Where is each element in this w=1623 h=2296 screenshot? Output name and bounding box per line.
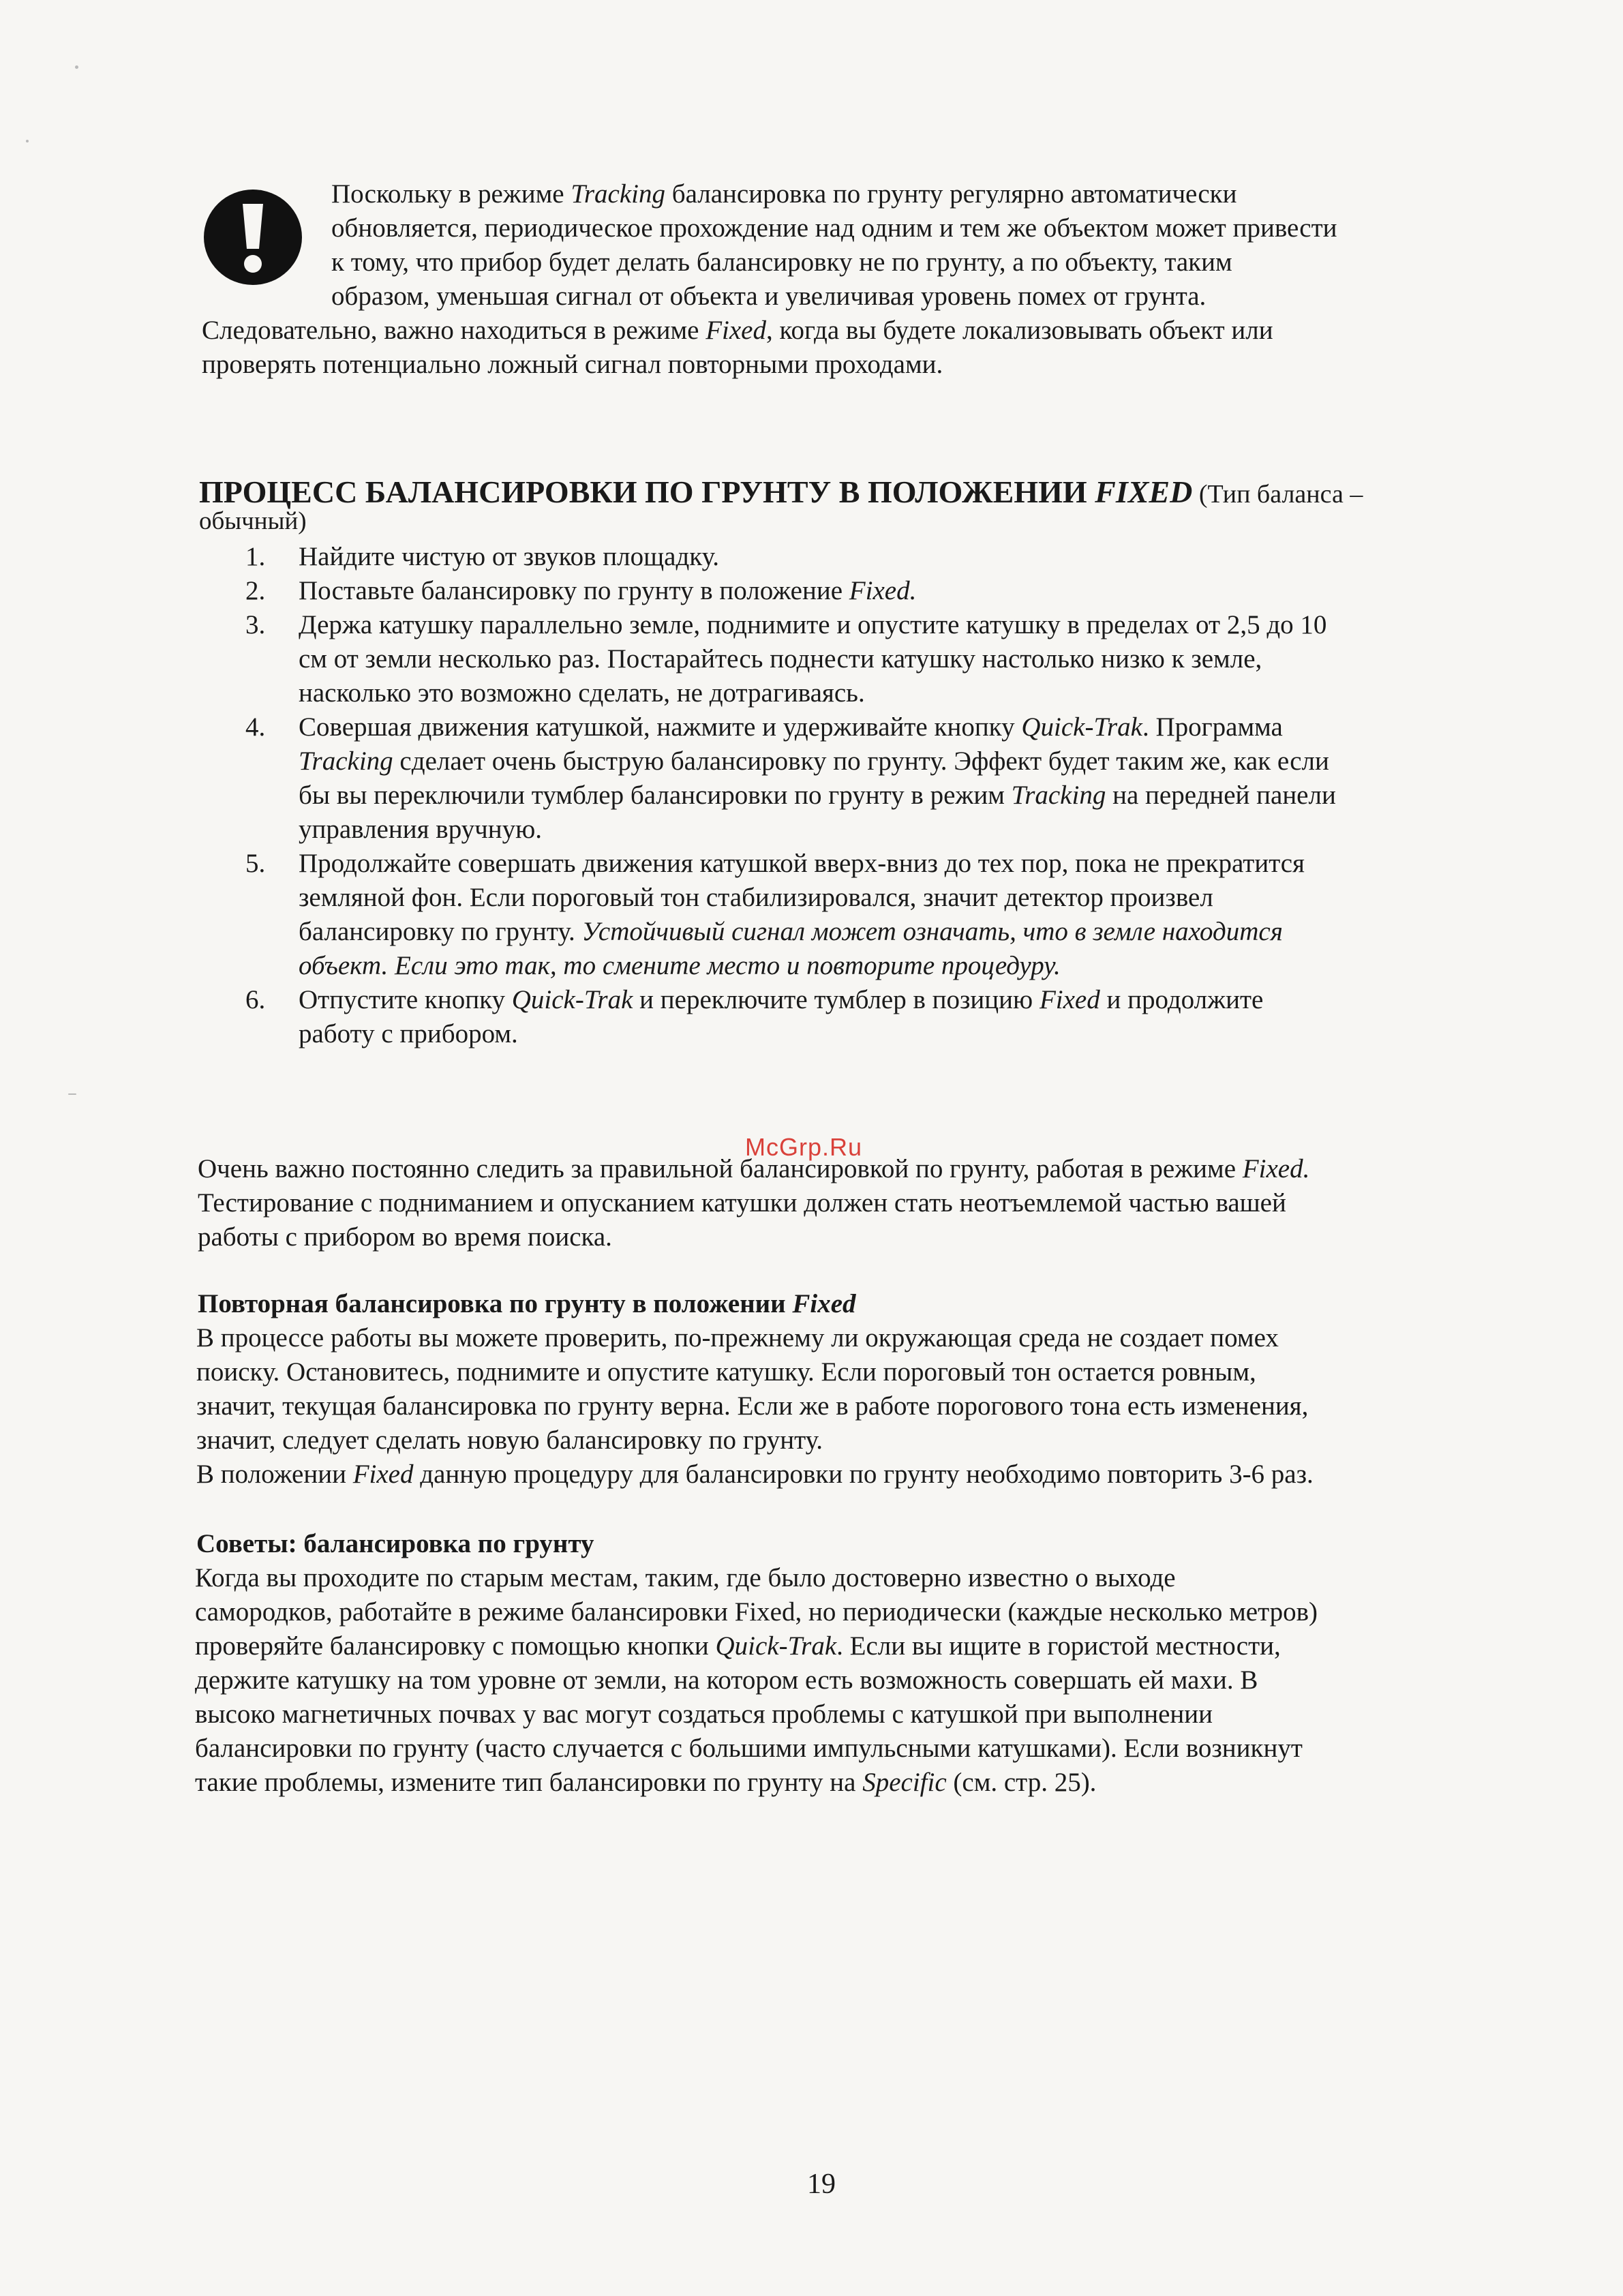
step-item xyxy=(245,574,1541,608)
section-heading-main: ПРОЦЕСС БАЛАНСИРОВКИ ПО ГРУНТУ В ПОЛОЖЕНИИ xyxy=(199,474,1095,509)
text-line: насколько это возможно сделать, не дотрагиваясь. xyxy=(299,678,865,708)
text-line: Держа катушку параллельно земле, поднимите и опустите катушку в пределах от 2,5 до 10 xyxy=(299,610,1327,639)
text-line: высоко магнетичных почвах у вас могут создаться проблемы с катушкой при выполнении xyxy=(195,1700,1213,1729)
text-line: Tracking сделает очень быструю балансировку по грунту. Эффект будет таким же, как если xyxy=(299,746,1329,776)
text-line: Тестирование с подниманием и опусканием катушки должен стать неотъемлемой частью вашей xyxy=(198,1188,1286,1218)
emphasis-text: Fixed xyxy=(706,316,766,345)
emphasis-text: Tracking xyxy=(1011,781,1106,810)
tips-heading: Советы: балансировка по грунту xyxy=(196,1529,594,1558)
step-item xyxy=(245,710,1541,847)
text-line: Найдите чистую от звуков площадку. xyxy=(299,542,720,571)
scan-speck xyxy=(26,140,29,142)
emphasis-text: Fixed. xyxy=(1242,1154,1310,1183)
step-item xyxy=(245,608,1541,710)
emphasis-text: Устойчивый сигнал может означать, что в земле находится xyxy=(581,917,1283,946)
text-line: бы вы переключили тумблер балансировки по грунту в режим Tracking на передней панели xyxy=(299,781,1336,810)
rebalance-heading-emphasis: Fixed xyxy=(792,1289,856,1318)
scan-speck xyxy=(75,65,78,69)
step-number: 2. xyxy=(245,576,266,605)
text-line: самородков, работайте в режиме балансировки Fixed, но периодически (каждые несколько метров) xyxy=(195,1597,1318,1627)
step-number: 5. xyxy=(245,849,266,878)
text-line: Отпустите кнопку Quick-Trak и переключите тумблер в позицию Fixed и продолжите xyxy=(299,985,1264,1014)
text-line: к тому, что прибор будет делать балансировку не по грунту, а по объекту, таким xyxy=(331,247,1232,277)
emphasis-text: объект. Если это так, то смените место и повторите процедуру. xyxy=(299,951,1061,980)
emphasis-text: Quick-Trak xyxy=(1021,712,1142,742)
text-line xyxy=(299,949,1541,983)
text-line: проверять потенциально ложный сигнал повторными проходами. xyxy=(202,350,943,379)
emphasis-text: Fixed xyxy=(352,1460,414,1489)
section-heading-note: (Тип баланса – xyxy=(1192,480,1363,509)
text-line: Поставьте балансировку по грунту в положение Fixed. xyxy=(299,576,917,605)
watermark: McGrp.Ru xyxy=(745,1133,863,1161)
rebalance-paragraph xyxy=(196,1321,1314,1492)
steps-list xyxy=(245,540,1541,1051)
text-line: держите катушку на том уровне от земли, на котором есть возможность совершать ей махи. В xyxy=(195,1665,1258,1695)
text-line: такие проблемы, измените тип балансировки по грунту на Specific (см. стр. 25). xyxy=(195,1768,1097,1797)
rebalance-heading xyxy=(198,1287,856,1321)
text-line: проверяйте балансировку с помощью кнопки Quick-Trak. Если вы ищите в гористой местности, xyxy=(195,1631,1281,1661)
text-line: В процессе работы вы можете проверить, по-прежнему ли окружающая среда не создает помех xyxy=(196,1323,1279,1353)
step-item xyxy=(245,983,1541,1051)
text-line: В положении Fixed данную процедуру для балансировки по грунту необходимо повторить 3-6 раз. xyxy=(196,1460,1314,1489)
text-line: Следовательно, важно находиться в режиме Fixed, когда вы будете локализовывать объект или xyxy=(202,316,1273,345)
emphasis-text: Fixed xyxy=(1039,985,1100,1014)
emphasis-text: Quick-Trak xyxy=(715,1631,837,1661)
section-heading-note-line2: обычный) xyxy=(199,507,307,535)
scan-speck xyxy=(68,1093,76,1095)
text-line: значит, следует сделать новую балансировку по грунту. xyxy=(196,1425,823,1455)
step-number: 3. xyxy=(245,610,266,639)
emphasis-text: Specific xyxy=(862,1768,947,1797)
text-line: работу с прибором. xyxy=(299,1019,518,1048)
text-line: балансировки по грунту (часто случается с большими импульсными катушками). Если возникнут xyxy=(195,1734,1303,1763)
warning-paragraph-continued xyxy=(202,314,1273,382)
text-line: обновляется, периодическое прохождение над одним и тем же объектом может привести xyxy=(331,213,1337,243)
text-line: образом, уменьшая сигнал от объекта и увеличивая уровень помех от грунта. xyxy=(331,282,1207,311)
step-item xyxy=(245,540,1541,574)
text-line: работы с прибором во время поиска. xyxy=(198,1222,612,1252)
text-line: управления вручную. xyxy=(299,815,543,844)
text-line: см от земли несколько раз. Постарайтесь поднести катушку настолько низко к земле, xyxy=(299,644,1262,674)
step-number: 1. xyxy=(245,542,266,571)
emphasis-text: Quick-Trak xyxy=(511,985,633,1014)
warning-paragraph xyxy=(331,177,1337,314)
tips-paragraph xyxy=(195,1561,1318,1800)
exclamation-warning-icon xyxy=(202,187,304,287)
emphasis-text: Tracking xyxy=(571,179,665,209)
page-number: 19 xyxy=(807,2169,836,2200)
important-paragraph xyxy=(198,1152,1309,1254)
text-line: Продолжайте совершать движения катушкой вверх-вниз до тех пор, пока не прекратится xyxy=(299,849,1305,878)
step-number: 6. xyxy=(245,985,266,1014)
text-line: поиску. Остановитесь, поднимите и опустите катушку. Если пороговый тон остается ровным, xyxy=(196,1357,1256,1387)
text-line: земляной фон. Если пороговый тон стабилизировался, значит детектор произвел xyxy=(299,883,1213,912)
rebalance-heading-main: Повторная балансировка по грунту в положении xyxy=(198,1289,793,1318)
text-line: Когда вы проходите по старым местам, таким, где было достоверно известно о выходе xyxy=(195,1563,1176,1592)
text-line: балансировку по грунту. Устойчивый сигнал может означать, что в земле находится xyxy=(299,917,1283,946)
text-line: значит, текущая балансировка по грунту верна. Если же в работе порогового тона есть изменения, xyxy=(196,1391,1309,1421)
emphasis-text: Fixed. xyxy=(849,576,917,605)
text-line: Совершая движения катушкой, нажмите и удерживайте кнопку Quick-Trak. Программа xyxy=(299,712,1283,742)
section-heading-emphasis: FIXED xyxy=(1095,474,1193,509)
text-line: Очень важно постоянно следить за правильной балансировкой по грунту, работая в режиме Fixed. xyxy=(198,1154,1310,1183)
section-heading xyxy=(199,474,1363,513)
emphasis-text: Tracking xyxy=(299,746,393,776)
text-line: Поскольку в режиме Tracking балансировка по грунту регулярно автоматически xyxy=(331,179,1237,209)
step-number: 4. xyxy=(245,712,266,742)
step-item xyxy=(245,847,1541,983)
